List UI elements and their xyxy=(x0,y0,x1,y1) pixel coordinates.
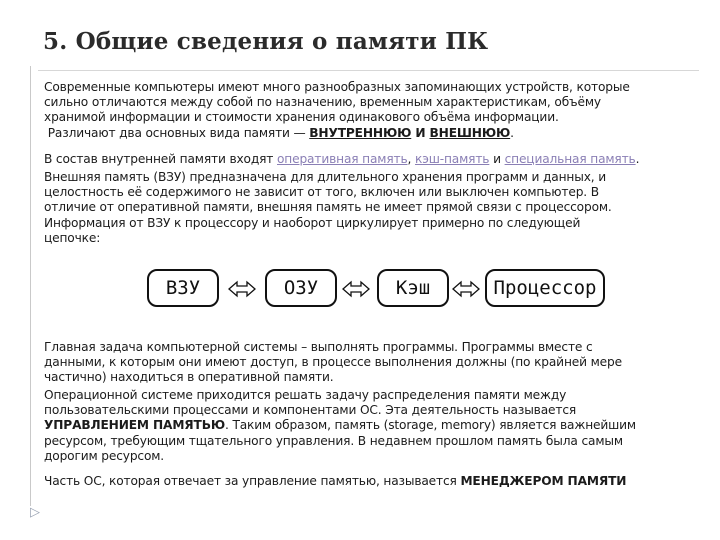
memory-types-lead: Различают два основных вида памяти — xyxy=(44,125,310,140)
os-line-4: ресурсом, требующим тщательного управления. В недавнем прошлом память была самым xyxy=(44,433,623,448)
intro-line-3: хранимой информации и стоимости хранения одинакового объёма информации. xyxy=(44,110,559,125)
paragraph-external xyxy=(44,170,704,246)
task-line-2: данными, к которым они имеют доступ, в процессе выполнения должны (по крайней мере xyxy=(44,355,622,370)
node-processor: Процессор xyxy=(485,269,605,307)
link-ram[interactable]: оперативная память xyxy=(277,152,408,166)
external-line-4: Информация от ВЗУ к процессору и наоборот циркулирует примерно по следующей xyxy=(44,215,581,230)
paragraph-internal xyxy=(44,152,704,167)
sep-1: , xyxy=(407,152,415,166)
sep-2: и xyxy=(489,152,505,166)
paragraph-intro xyxy=(44,80,704,141)
link-cache[interactable]: кэш-память xyxy=(414,152,490,166)
double-arrow-icon xyxy=(451,279,481,299)
triangle-bullet-icon: ▷ xyxy=(30,505,40,520)
external-line-2: целостность её содержимого не зависит от того, включен или выключен компьютер. В xyxy=(44,185,599,200)
os-line-3-rest: . Таким образом, память (storage, memory) является важнейшим xyxy=(225,418,636,433)
os-line-1: Операционной системе приходится решать задачу распределения памяти между xyxy=(44,388,567,402)
paragraph-memory-manager xyxy=(44,474,704,489)
task-line-3: частично) находиться в оперативной памяти. xyxy=(44,370,334,385)
node-cache: Кэш xyxy=(377,269,449,307)
internal-lead: В состав внутренней памяти входят xyxy=(44,152,277,166)
node-vzu: ВЗУ xyxy=(147,269,219,307)
intro-dot: . xyxy=(510,125,514,140)
internal-memory-term: ВНУТРЕННЮЮ xyxy=(309,125,412,140)
os-line-5: дорогим ресурсом. xyxy=(44,448,165,463)
external-memory-term: ВНЕШНЮЮ xyxy=(429,125,511,140)
node-ozu: ОЗУ xyxy=(265,269,337,307)
link-special-memory[interactable]: специальная память xyxy=(504,152,636,166)
task-line-1: Главная задача компьютерной системы – выполнять программы. Программы вместе с xyxy=(44,340,593,354)
intro-line-4 xyxy=(44,126,704,141)
memory-chain-diagram xyxy=(147,265,607,315)
memory-manager-term: МЕНЕДЖЕРОМ ПАМЯТИ xyxy=(460,474,627,488)
external-line-5: цепочке: xyxy=(44,230,101,245)
double-arrow-icon xyxy=(341,279,371,299)
title-rule xyxy=(38,70,699,71)
manager-lead: Часть ОС, которая отвечает за управление памятью, называется xyxy=(44,474,461,488)
left-bracket xyxy=(30,66,45,506)
internal-end: . xyxy=(635,152,640,166)
external-line-1: Внешняя память (ВЗУ) предназначена для длительного хранения программ и данных, и xyxy=(44,170,607,184)
double-arrow-icon xyxy=(227,279,257,299)
paragraph-os-memory xyxy=(44,388,704,464)
and-conjunction: И xyxy=(411,125,430,140)
os-line-3 xyxy=(44,418,704,433)
slide-title: 5. Общие сведения о памяти ПК xyxy=(43,28,489,55)
intro-line-1: Современные компьютеры имеют много разнообразных запоминающих устройств, которые xyxy=(44,80,630,94)
memory-management-term: УПРАВЛЕНИЕМ ПАМЯТЬЮ xyxy=(44,418,225,433)
external-line-3: отличие от оперативной памяти, внешняя память не имеет прямой связи с процессором. xyxy=(44,200,612,215)
paragraph-main-task xyxy=(44,340,704,386)
os-line-2: пользовательскими процессами и компонентами ОС. Эта деятельность называется xyxy=(44,403,577,418)
intro-line-2: сильно отличаются между собой по назначению, временным характеристикам, объёму xyxy=(44,95,601,110)
